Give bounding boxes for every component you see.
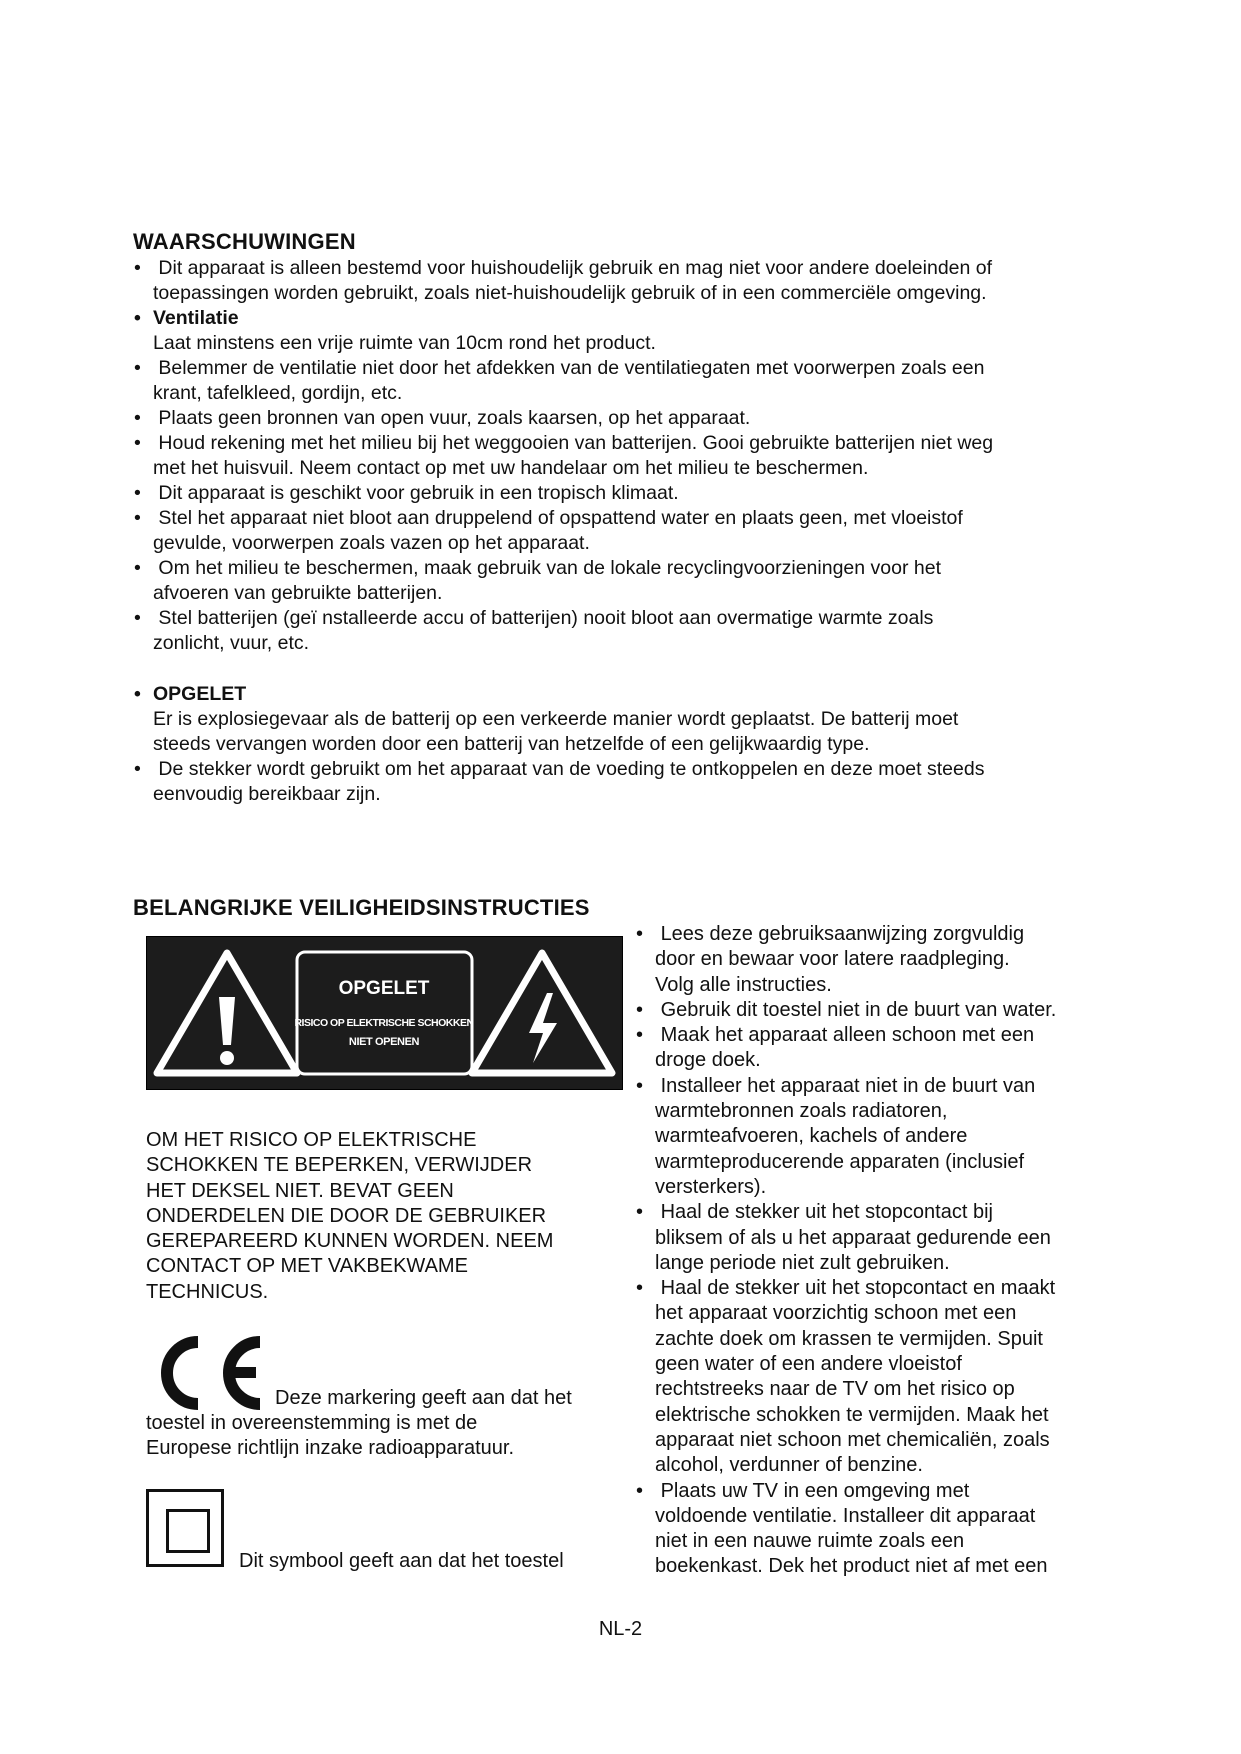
line: voldoende ventilatie. Installeer dit apparaat (655, 1504, 1036, 1527)
safety-instructions-list (636, 922, 1056, 1580)
line: CONTACT OP MET VAKBEKWAME (146, 1255, 468, 1278)
caution-title: • OPGELET (134, 682, 1134, 707)
caution-label-box (297, 952, 472, 1074)
instruction-water (636, 998, 1056, 1023)
line: droge doek. (655, 1049, 761, 1072)
line: niet in een nauwe ruimte zoals een (655, 1530, 965, 1553)
line: lange periode niet zult gebruiken. (655, 1251, 950, 1274)
warning-recycling (134, 556, 1134, 606)
instruction-read-manual (636, 922, 1056, 998)
double-insulation-icon (146, 1489, 224, 1567)
line: OM HET RISICO OP ELEKTRISCHE (146, 1129, 477, 1151)
warning-household-use (134, 256, 1134, 306)
line: Gebruik dit toestel niet in de buurt van water. (660, 998, 1057, 1021)
line: warmteproducerende apparaten (inclusief (655, 1150, 1025, 1173)
line: warmteafvoeren, kachels of andere (655, 1125, 968, 1148)
line: toepassingen worden gebruikt, zoals niet-huishoudelijk gebruik of in een commerciële omgeving. (153, 282, 987, 304)
line: met het huisvuil. Neem contact op met uw handelaar om het milieu te beschermen. (153, 457, 869, 479)
ce-text (146, 1386, 572, 1461)
shock-warning-text (146, 1128, 553, 1305)
warning-battery-disposal (134, 431, 1134, 481)
instruction-cleaning (636, 1276, 1056, 1478)
line: eenvoudig bereikbaar zijn. (153, 783, 381, 805)
warning-water (134, 506, 1134, 556)
line: het apparaat voorzichtig schoon met een (655, 1302, 1017, 1325)
warnings-heading: WAARSCHUWINGEN (133, 229, 356, 254)
line: krant, tafelkleed, gordijn, etc. (153, 382, 403, 404)
double-insulation-text: Dit symbool geeft aan dat het toestel (239, 1550, 564, 1572)
line: Dit apparaat is geschikt voor gebruik in een tropisch klimaat. (158, 482, 679, 504)
line: Dit apparaat is alleen bestemd voor huishoudelijk gebruik en mag niet voor andere doeleinden of (158, 257, 993, 279)
line: rechtstreeks naar de TV om het risico op (655, 1378, 1015, 1401)
line: toestel in overeenstemming is met de (146, 1412, 478, 1434)
line: GEREPAREERD KUNNEN WORDEN. NEEM (146, 1230, 554, 1253)
line: TECHNICUS. (146, 1280, 269, 1303)
caution-banner (146, 936, 623, 1090)
line: Maak het apparaat alleen schoon met een (660, 1024, 1035, 1047)
line: door en bewaar voor latere raadpleging. (655, 948, 1010, 971)
line: Plaats geen bronnen van open vuur, zoals kaarsen, op het apparaat. (158, 407, 751, 429)
warning-ventilation-cover (134, 356, 1134, 406)
banner-title: OPGELET (338, 978, 430, 999)
line: boekenkast. Dek het product niet af met een (655, 1555, 1048, 1578)
line: Belemmer de ventilatie niet door het afdekken van de ventilatiegaten met voorwerpen zoals een (158, 357, 985, 379)
line: alcohol, verdunner of benzine. (655, 1454, 923, 1477)
banner-line1: RISICO OP ELEKTRISCHE SCHOKKEN (294, 1017, 474, 1029)
line: Er is explosiegevaar als de batterij op een verkeerde manier wordt geplaatst. De batterij moet (153, 708, 959, 730)
line: warmtebronnen zoals radiatoren, (655, 1100, 948, 1123)
line: De stekker wordt gebruikt om het apparaat van de voeding te ontkoppelen en deze moet steeds (158, 758, 985, 780)
line: SCHOKKEN TE BEPERKEN, VERWIJDER (146, 1154, 533, 1177)
line: geen water of een andere vloeistof (655, 1353, 962, 1376)
instruction-dry-cloth (636, 1023, 1056, 1074)
line: Europese richtlijn inzake radioapparatuur. (146, 1437, 514, 1459)
line: versterkers). (655, 1175, 767, 1198)
line: zachte doek om krassen te vermijden. Spuit (655, 1327, 1043, 1350)
line: Houd rekening met het milieu bij het weggooien van batterijen. Gooi gebruikte batterijen niet weg (158, 432, 994, 454)
line: Plaats uw TV in een omgeving met (660, 1479, 970, 1502)
warning-tropical-climate (134, 481, 1134, 506)
page-number: NL-2 (598, 1618, 643, 1640)
warning-battery-heat (134, 606, 1134, 656)
ventilation-title: • Ventilatie (134, 306, 1134, 331)
lightning-triangle-icon (472, 953, 612, 1073)
line: apparaat niet schoon met chemicaliën, zoals (655, 1428, 1050, 1451)
line: elektrische schokken te vermijden. Maak het (655, 1403, 1049, 1426)
warnings-list (134, 256, 1134, 807)
ventilation-text: Laat minstens een vrije ruimte van 10cm rond het product. (153, 332, 656, 354)
exclamation-triangle-icon (157, 953, 297, 1073)
line: Installeer het apparaat niet in de buurt van (660, 1074, 1036, 1097)
line: Lees deze gebruiksaanwijzing zorgvuldig (660, 923, 1025, 945)
instruction-ventilation (636, 1479, 1056, 1580)
banner-line2: NIET OPENEN (348, 1036, 420, 1048)
caution-text (134, 707, 1134, 757)
line: Volg alle instructies. (655, 973, 832, 996)
line: ONDERDELEN DIE DOOR DE GEBRUIKER (146, 1204, 547, 1227)
line: zonlicht, vuur, etc. (153, 632, 310, 654)
safety-heading: BELANGRIJKE VEILIGHEIDSINSTRUCTIES (133, 895, 590, 920)
line: steeds vervangen worden door een batterij van hetzelfde of een gelijkwaardig type. (153, 733, 870, 755)
line: Om het milieu te beschermen, maak gebruik van de lokale recyclingvoorzieningen voor het (158, 557, 941, 579)
warning-open-fire (134, 406, 1134, 431)
line: bliksem of als u het apparaat gedurende een (655, 1226, 1051, 1249)
line: afvoeren van gebruikte batterijen. (153, 582, 443, 604)
line: Haal de stekker uit het stopcontact en maakt (660, 1277, 1056, 1300)
warning-plug-access (134, 757, 1134, 807)
instruction-unplug-lightning (636, 1200, 1056, 1276)
line: Deze markering geeft aan dat het (275, 1387, 572, 1409)
line: HET DEKSEL NIET. BEVAT GEEN (146, 1179, 454, 1202)
line: Stel batterijen (geï nstalleerde accu of batterijen) nooit bloot aan overmatige warmte zoals (158, 607, 934, 629)
line: Haal de stekker uit het stopcontact bij (660, 1201, 993, 1224)
line: gevulde, voorwerpen zoals vazen op het apparaat. (153, 532, 590, 554)
instruction-heat-sources (636, 1074, 1056, 1200)
line: Stel het apparaat niet bloot aan druppelend of opspattend water en plaats geen, met vloeistof (158, 507, 963, 529)
